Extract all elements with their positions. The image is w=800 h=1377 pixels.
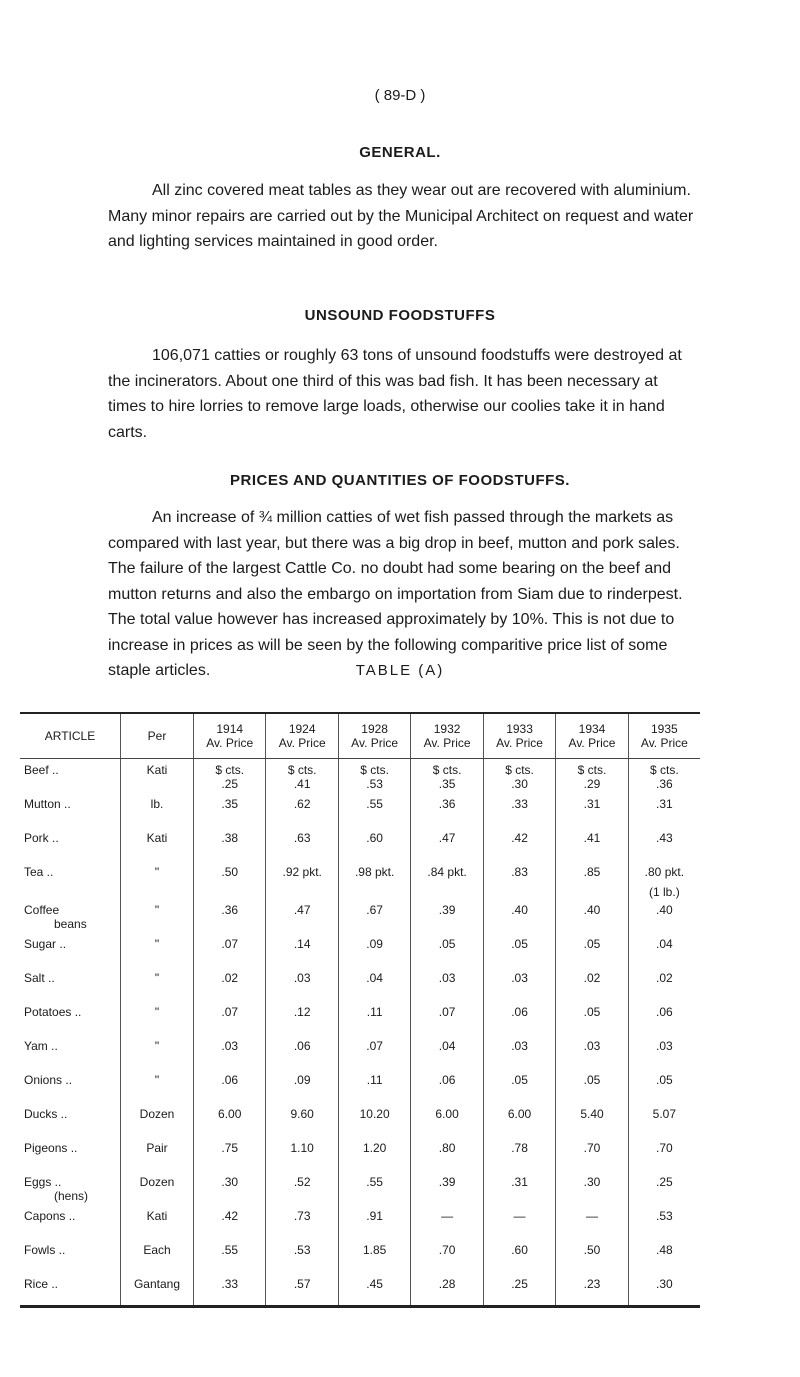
price-cell: .04 (411, 1035, 483, 1069)
price-cell: .36 (411, 793, 483, 827)
price-cell: .07 (411, 1001, 483, 1035)
price-cell: .06 (411, 1069, 483, 1103)
price-cell: .70 (556, 1137, 628, 1171)
price-cell: $ cts. .36 (628, 759, 700, 794)
price-cell: .78 (483, 1137, 555, 1171)
price-cell: 6.00 (411, 1103, 483, 1137)
article-cell: Yam .. (24, 1039, 58, 1053)
per-cell: Pair (121, 1137, 194, 1171)
price-cell: .02 (556, 967, 628, 1001)
price-cell: .05 (556, 933, 628, 967)
price-cell: .06 (483, 1001, 555, 1035)
price-cell: .36 (194, 899, 266, 933)
price-cell: — (483, 1205, 555, 1239)
general-heading: GENERAL. (359, 144, 441, 161)
price-cell: .30 (194, 1171, 266, 1205)
currency-label: $ cts. (215, 763, 245, 777)
article-cell: Rice .. (20, 1273, 121, 1307)
header-year: 1935 Av. Price (628, 713, 700, 759)
price-cell: .07 (194, 933, 266, 967)
price-table (20, 712, 700, 1308)
per-cell: Dozen (121, 1171, 194, 1205)
price-note: (1 lb.) (649, 885, 680, 899)
header-year: 1932 Av. Price (411, 713, 483, 759)
price-cell: .55 (338, 1171, 410, 1205)
article-cell: Pork .. (24, 831, 59, 845)
price-cell: .30 (628, 1273, 700, 1307)
per-cell: " (121, 1001, 194, 1035)
price-cell: .35 (194, 793, 266, 827)
price-cell: .23 (556, 1273, 628, 1307)
article-cell: Mutton .. (24, 797, 71, 811)
prices-heading: PRICES AND QUANTITIES OF FOODSTUFFS. (230, 472, 570, 489)
article-cell: Ducks .. (24, 1107, 68, 1121)
per-cell: lb. (121, 793, 194, 827)
price-cell: 9.60 (266, 1103, 338, 1137)
unsound-foodstuffs-heading: UNSOUND FOODSTUFFS (304, 307, 496, 324)
price-cell: .67 (338, 899, 410, 933)
price-cell: .03 (411, 967, 483, 1001)
price-cell: .31 (628, 793, 700, 827)
header-year: 1928 Av. Price (338, 713, 410, 759)
price-cell: .47 (411, 827, 483, 861)
currency-label: $ cts. (432, 763, 462, 777)
per-cell: " (121, 861, 194, 899)
price-cell: .07 (194, 1001, 266, 1035)
per-cell: Dozen (121, 1103, 194, 1137)
page-number: ( 89-D ) (374, 87, 426, 104)
article-cell: Salt .. (24, 971, 55, 985)
price-cell: .41 (556, 827, 628, 861)
price-cell: .05 (556, 1069, 628, 1103)
price-cell: .42 (194, 1205, 266, 1239)
table-row (20, 1069, 700, 1103)
per-cell: " (121, 933, 194, 967)
price-cell: 6.00 (483, 1103, 555, 1137)
price-cell: 1.10 (266, 1137, 338, 1171)
price-cell: $ cts. .29 (556, 759, 628, 794)
price-cell: .03 (194, 1035, 266, 1069)
price-cell: .06 (628, 1001, 700, 1035)
price-cell: 6.00 (194, 1103, 266, 1137)
price-cell: .53 (628, 1205, 700, 1239)
table-row (20, 1171, 700, 1205)
table-row (20, 759, 700, 794)
price-cell: .83 (483, 861, 555, 899)
price-cell: .09 (266, 1069, 338, 1103)
per-cell: Kati (121, 827, 194, 861)
article-cell: Eggs .. (hens) (24, 1175, 89, 1203)
price-cell: .05 (483, 933, 555, 967)
table-header-row (20, 713, 700, 759)
price-cell: .30 (556, 1171, 628, 1205)
header-per: Per (121, 713, 194, 759)
per-cell: " (121, 967, 194, 1001)
price-cell: .38 (194, 827, 266, 861)
table-row (20, 967, 700, 1001)
price-cell: .84 pkt. (411, 861, 483, 899)
per-cell: " (121, 1069, 194, 1103)
price-cell: .92 pkt. (266, 861, 338, 899)
general-paragraph: All zinc covered meat tables as they wear out are recovered with aluminium. Many minor repairs are carried out by the Municipal Architect on request and water and lighting services maintained in good order. (108, 182, 694, 250)
table-row (20, 1239, 700, 1273)
article-cell: Coffee beans (24, 903, 87, 931)
table-row (20, 1137, 700, 1171)
article-cell: Onions .. (24, 1073, 73, 1087)
price-cell: .39 (411, 899, 483, 933)
table-row (20, 899, 700, 933)
article-cell: Tea .. (24, 865, 54, 879)
price-cell: .40 (556, 899, 628, 933)
price-cell: .05 (483, 1069, 555, 1103)
price-cell: .06 (266, 1035, 338, 1069)
table-row (20, 1273, 700, 1307)
per-cell: Kati (121, 1205, 194, 1239)
price-cell: .33 (483, 793, 555, 827)
price-cell: — (556, 1205, 628, 1239)
price-cell: .52 (266, 1171, 338, 1205)
price-cell: .40 (483, 899, 555, 933)
price-cell: .62 (266, 793, 338, 827)
price-cell: 5.40 (556, 1103, 628, 1137)
price-cell: .28 (411, 1273, 483, 1307)
per-cell: Kati (121, 759, 194, 794)
table-row (20, 793, 700, 827)
price-cell: .50 (194, 861, 266, 899)
price-cell: .45 (338, 1273, 410, 1307)
price-cell: 10.20 (338, 1103, 410, 1137)
price-cell: .05 (628, 1069, 700, 1103)
price-cell: .33 (194, 1273, 266, 1307)
price-cell: .07 (338, 1035, 410, 1069)
price-cell: .02 (628, 967, 700, 1001)
price-cell: .03 (628, 1035, 700, 1069)
price-cell: .55 (338, 793, 410, 827)
price-cell: .05 (556, 1001, 628, 1035)
per-cell: " (121, 1035, 194, 1069)
price-cell: .25 (483, 1273, 555, 1307)
price-cell: $ cts. .25 (194, 759, 266, 794)
header-year: 1933 Av. Price (483, 713, 555, 759)
price-cell: .11 (338, 1069, 410, 1103)
table-row (20, 1205, 700, 1239)
currency-label: $ cts. (360, 763, 389, 777)
price-cell: .09 (338, 933, 410, 967)
article-cell: Pigeons .. (24, 1141, 78, 1155)
price-cell: .03 (483, 967, 555, 1001)
unsound-foodstuffs-paragraph: 106,071 catties or roughly 63 tons of unsound foodstuffs were destroyed at the incinerators. About one third of this was bad fish. It has been necessary at times to hire lorries to remove large loads, otherwise our coolies take it in hand carts. (108, 347, 682, 441)
price-cell: .91 (338, 1205, 410, 1239)
price-cell: .31 (483, 1171, 555, 1205)
price-cell: .80 pkt. (1 lb.) (628, 861, 700, 899)
price-cell: .11 (338, 1001, 410, 1035)
price-cell: $ cts. .35 (411, 759, 483, 794)
price-cell: .31 (556, 793, 628, 827)
header-year: 1924 Av. Price (266, 713, 338, 759)
currency-label: $ cts. (287, 763, 317, 777)
price-cell: 5.07 (628, 1103, 700, 1137)
header-year: 1934 Av. Price (556, 713, 628, 759)
price-cell: .14 (266, 933, 338, 967)
price-cell: .50 (556, 1239, 628, 1273)
per-cell: Gantang (121, 1273, 194, 1307)
price-cell: .70 (628, 1137, 700, 1171)
price-cell: .73 (266, 1205, 338, 1239)
price-cell: $ cts. .53 (338, 759, 410, 794)
price-cell: .55 (194, 1239, 266, 1273)
price-cell: .80 (411, 1137, 483, 1171)
price-cell: .12 (266, 1001, 338, 1035)
header-article: ARTICLE (20, 713, 121, 759)
table-row (20, 1001, 700, 1035)
price-cell: .57 (266, 1273, 338, 1307)
price-cell: .63 (266, 827, 338, 861)
prices-paragraph: An increase of ¾ million catties of wet fish passed through the markets as compared with last year, but there was a big drop in beef, mutton and pork sales. The failure of the largest Cattle Co. no doubt had some bearing on the beef and mutton returns and also the embargo on importation from Siam due to rinderpest. The total value however has increased approximately by 10%. This is not due to increase in prices as will be seen by the following comparitive price list of some staple articles. (108, 509, 683, 679)
table-row (20, 1035, 700, 1069)
price-cell: $ cts. .41 (266, 759, 338, 794)
price-cell: .05 (411, 933, 483, 967)
price-cell: .03 (483, 1035, 555, 1069)
price-cell: .04 (628, 933, 700, 967)
currency-label: $ cts. (505, 763, 534, 777)
price-cell: .42 (483, 827, 555, 861)
article-cell: Fowls .. (24, 1243, 66, 1257)
price-cell: 1.20 (338, 1137, 410, 1171)
table-row (20, 1103, 700, 1137)
price-cell: 1.85 (338, 1239, 410, 1273)
price-cell: .48 (628, 1239, 700, 1273)
price-cell: .47 (266, 899, 338, 933)
price-cell: .02 (194, 967, 266, 1001)
price-cell: .60 (483, 1239, 555, 1273)
per-cell: " (121, 899, 194, 933)
price-cell: .06 (194, 1069, 266, 1103)
price-cell: .53 (266, 1239, 338, 1273)
price-cell: .40 (628, 899, 700, 933)
price-cell: — (411, 1205, 483, 1239)
article-cell: Beef .. (24, 763, 59, 777)
article-cell: Capons .. (24, 1209, 76, 1223)
price-cell: .25 (628, 1171, 700, 1205)
header-year: 1914 Av. Price (194, 713, 266, 759)
per-cell: Each (121, 1239, 194, 1273)
table-row (20, 861, 700, 899)
price-cell: .03 (266, 967, 338, 1001)
price-cell: .85 (556, 861, 628, 899)
article-cell: Sugar .. (24, 937, 67, 951)
price-cell: .60 (338, 827, 410, 861)
price-table-body (20, 759, 700, 1307)
price-cell: $ cts. .30 (483, 759, 555, 794)
price-cell: .70 (411, 1239, 483, 1273)
currency-label: $ cts. (650, 763, 679, 777)
price-cell: .98 pkt. (338, 861, 410, 899)
price-cell: .75 (194, 1137, 266, 1171)
table-row (20, 827, 700, 861)
table-row (20, 933, 700, 967)
price-cell: .04 (338, 967, 410, 1001)
article-cell: Potatoes .. (24, 1005, 82, 1019)
currency-label: $ cts. (577, 763, 607, 777)
price-cell: .39 (411, 1171, 483, 1205)
price-cell: .03 (556, 1035, 628, 1069)
price-cell: .43 (628, 827, 700, 861)
table-title: TABLE (A) (355, 662, 445, 679)
